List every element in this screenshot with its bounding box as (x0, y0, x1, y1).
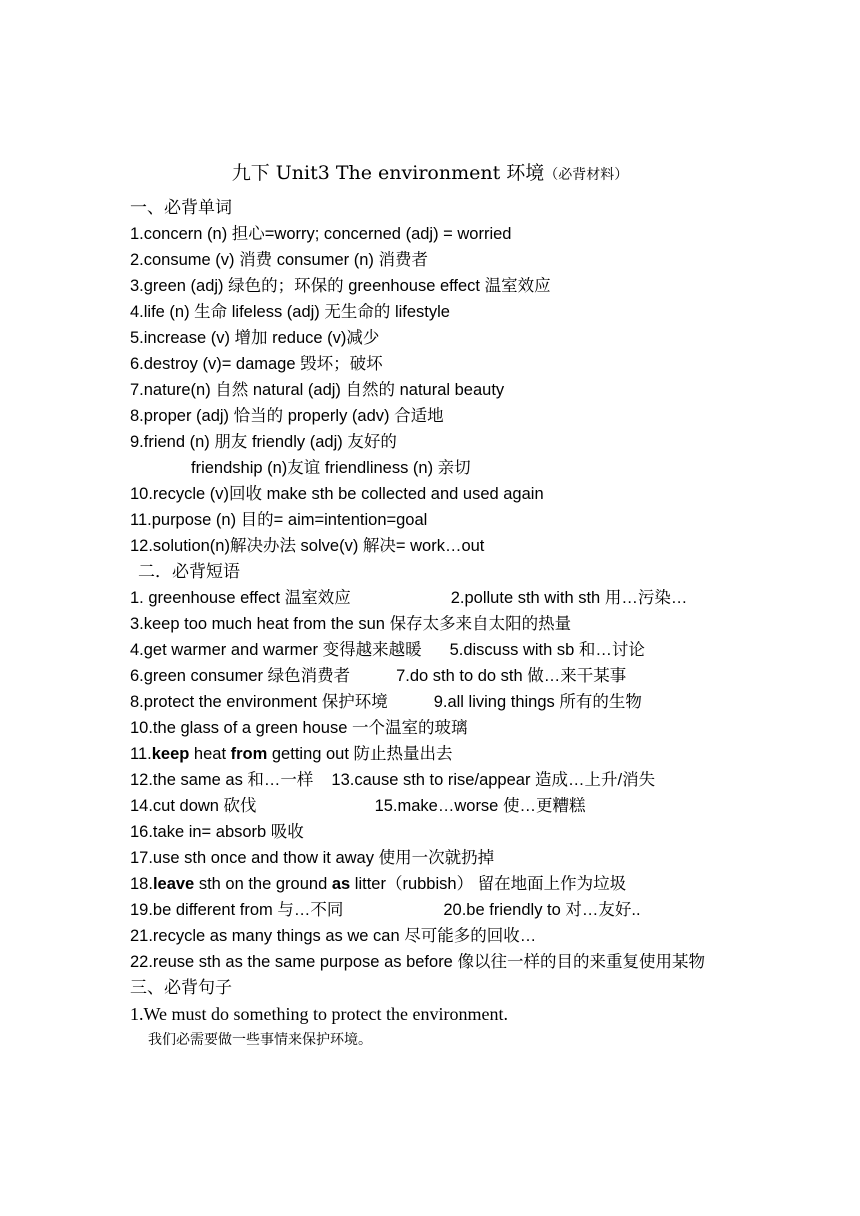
phrase-item: 5.discuss with sb 和…讨论 (449, 641, 645, 659)
vocab-line: 12.solution(n)解决办法 solve(v) 解决= work…out (130, 537, 485, 555)
phrase-line: 10.the glass of a green house 一个温室的玻璃 (130, 719, 468, 737)
vocab-line: 6.destroy (v)= damage 毁坏；破坏 (130, 355, 383, 373)
phrase-number: 18. (130, 875, 153, 893)
phrase-item: 12.the same as 和…一样 (130, 771, 314, 789)
vocab-line: 9.friend (n) 朋友 friendly (adj) 友好的 (130, 433, 397, 451)
phrase-text: sth on the ground (194, 875, 332, 893)
phrase-line: 17.use sth once and thow it away 使用一次就扔掉 (130, 849, 495, 867)
phrase-line (130, 767, 740, 793)
phrase-line (130, 793, 740, 819)
title-subtitle: （必背材料） (544, 167, 629, 183)
phrase-number: 11. (130, 745, 152, 763)
phrase-bold-word: keep (151, 745, 190, 763)
phrase-item: 6.green consumer 绿色消费者 (130, 667, 351, 685)
phrase-item: 15.make…worse 使…更糟糕 (374, 797, 586, 815)
vocab-line: 4.life (n) 生命 lifeless (adj) 无生命的 lifestyle (130, 303, 450, 321)
phrase-text: heat (189, 745, 231, 763)
phrase-item: 19.be different from 与…不同 (130, 901, 344, 919)
phrase-line (130, 637, 740, 663)
phrase-item: 8.protect the environment 保护环境 (130, 693, 388, 711)
phrase-line: 22.reuse sth as the same purpose as before 像以往一样的目的来重复使用某物 (130, 953, 705, 971)
title-main: 九下 Unit3 The environment 环境 (231, 162, 545, 184)
vocab-line: 10.recycle (v)回收 make sth be collected and used again (130, 485, 544, 503)
phrase-line (130, 741, 740, 767)
vocab-line: 11.purpose (n) 目的= aim=intention=goal (130, 511, 428, 529)
vocab-line: friendship (n)友谊 friendliness (n) 亲切 (191, 459, 471, 477)
phrase-item: 14.cut down 砍伐 (130, 797, 257, 815)
vocab-line: 1.concern (n) 担心=worry; concerned (adj) = worried (130, 225, 512, 243)
vocab-line: 3.green (adj) 绿色的；环保的 greenhouse effect 温室效应 (130, 277, 551, 295)
phrase-bold-word: as (331, 875, 351, 893)
phrase-line: 21.recycle as many things as we can 尽可能多的回收… (130, 927, 537, 945)
sentence-chinese: 我们必需要做一些事情来保护环境。 (148, 1032, 372, 1048)
section-heading-sentences: 三、必背句子 (130, 978, 232, 998)
phrase-item: 20.be friendly to 对…友好.. (443, 901, 641, 919)
phrase-line (130, 897, 740, 923)
phrase-bold-word: from (230, 745, 268, 763)
sentence-english: 1.We must do something to protect the environment. (130, 1004, 508, 1024)
phrase-line (130, 871, 740, 897)
document-body (130, 195, 740, 1053)
vocab-line: 5.increase (v) 增加 reduce (v)减少 (130, 329, 380, 347)
phrase-item: 4.get warmer and warmer 变得越来越暖 (130, 641, 422, 659)
vocab-line: 7.nature(n) 自然 natural (adj) 自然的 natural beauty (130, 381, 505, 399)
vocab-line: 8.proper (adj) 恰当的 properly (adv) 合适地 (130, 407, 444, 425)
document-title (0, 158, 860, 190)
phrase-line (130, 663, 740, 689)
vocab-line: 2.consume (v) 消费 consumer (n) 消费者 (130, 251, 428, 269)
phrase-item: 2.pollute sth with sth 用…污染… (450, 589, 688, 607)
phrase-line: 16.take in= absorb 吸收 (130, 823, 304, 841)
phrase-line (130, 585, 740, 611)
phrase-line: 3.keep too much heat from the sun 保存太多来自太阳的热量 (130, 615, 572, 633)
phrase-text: getting out 防止热量出去 (267, 745, 453, 763)
phrase-line (130, 689, 740, 715)
phrase-bold-word: leave (152, 875, 195, 893)
section-heading-phrases: 二．必背短语 (138, 562, 240, 582)
phrase-item: 7.do sth to do sth 做…来干某事 (396, 667, 627, 685)
phrase-item: 1. greenhouse effect 温室效应 (130, 589, 351, 607)
phrase-item: 9.all living things 所有的生物 (433, 693, 642, 711)
phrase-item: 13.cause sth to rise/appear 造成…上升/消失 (331, 771, 656, 789)
phrase-text: litter（rubbish） 留在地面上作为垃圾 (350, 875, 627, 893)
section-heading-vocabulary: 一、必背单词 (130, 198, 232, 218)
